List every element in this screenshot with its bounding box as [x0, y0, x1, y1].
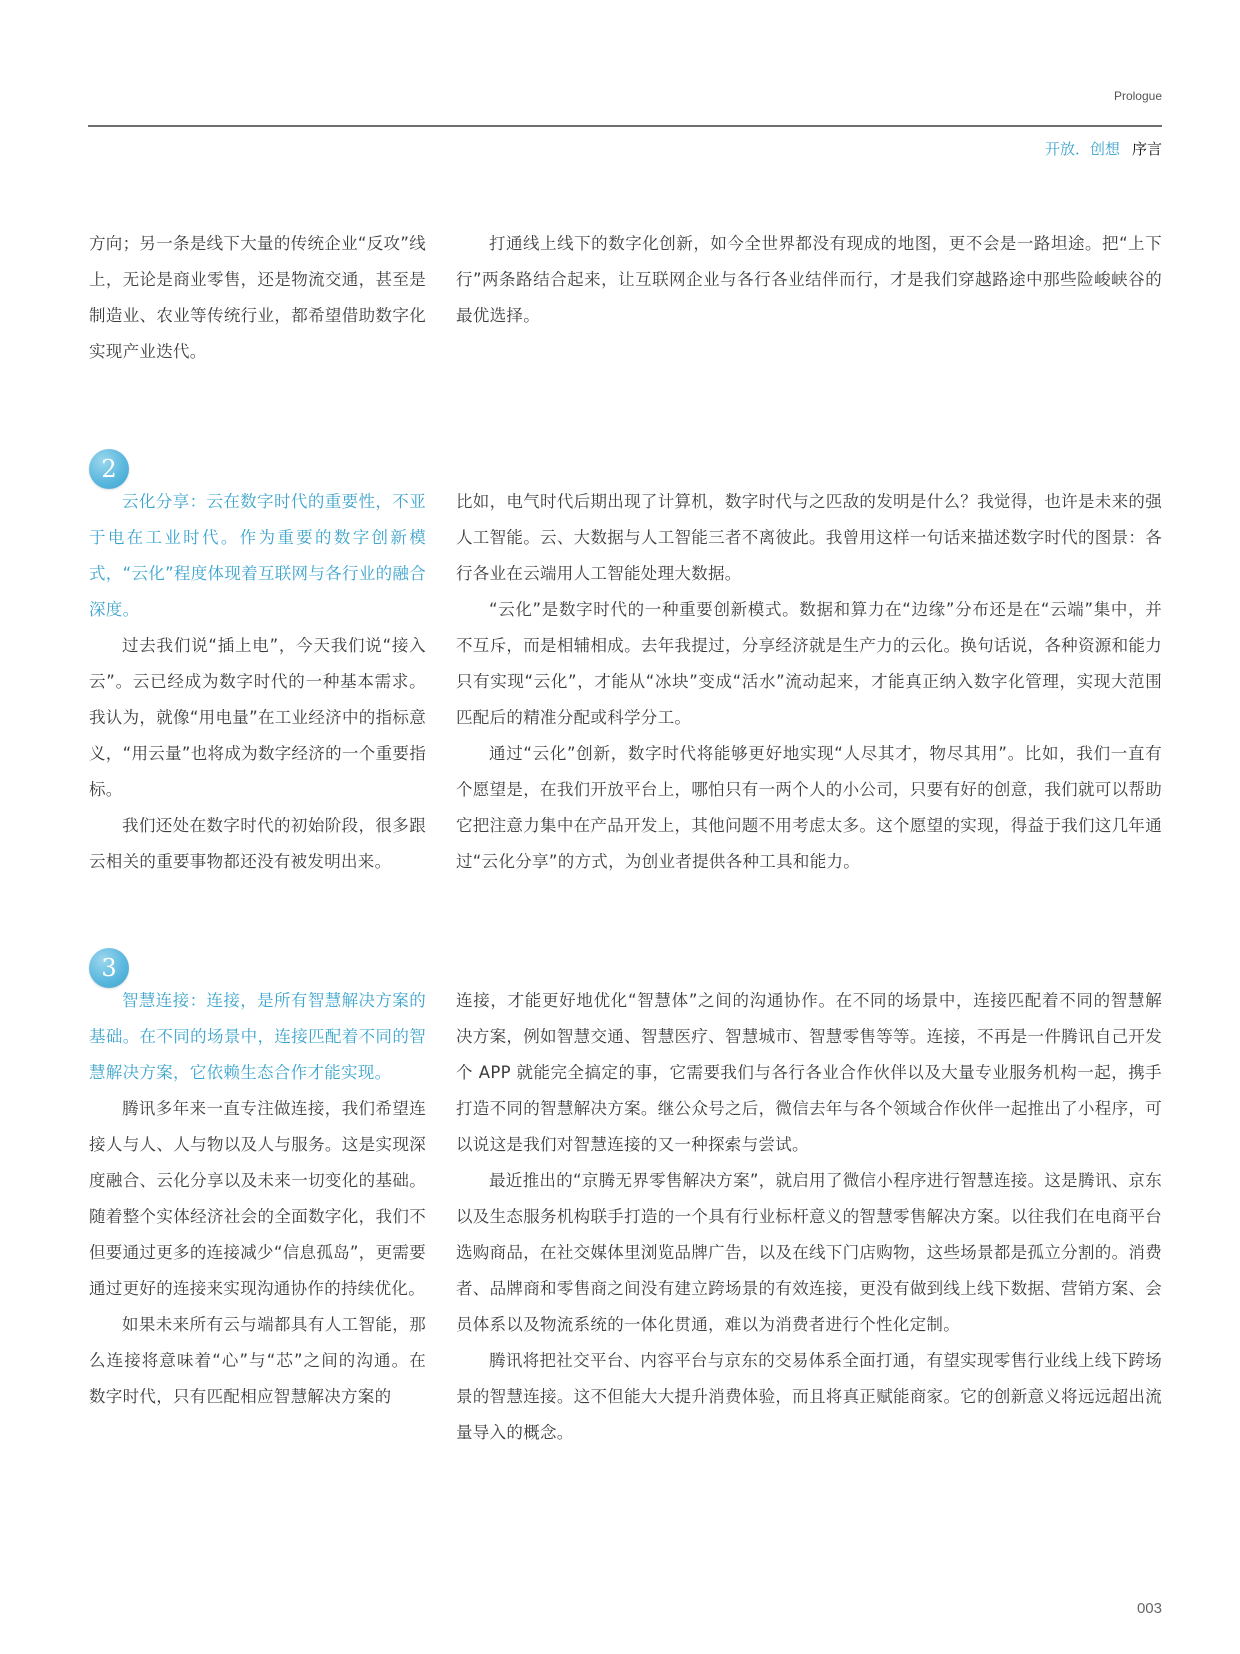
- running-header-subtitle: [900, 138, 1162, 159]
- section-3-lead: 智慧连接：连接，是所有智慧解决方案的基础。在不同的场景中，连接匹配着不同的智慧解决方案，它依赖生态合作才能实现。: [89, 991, 426, 1082]
- section-3-left-paragraph-2: 如果未来所有云与端都具有人工智能，那么连接将意味着“心”与“芯”之间的沟通。在数字时代，只有匹配相应智慧解决方案的: [89, 1315, 426, 1406]
- header-rule: [88, 125, 1162, 127]
- section-3-left-column: [89, 983, 426, 1415]
- section-number-badge: 3: [89, 948, 129, 988]
- section-3-right-paragraph-1: 连接，才能更好地优化“智慧体”之间的沟通协作。在不同的场景中，连接匹配着不同的智慧解决方案，例如智慧交通、智慧医疗、智慧城市、智慧零售等等。连接，不再是一件腾讯自己开发个 APP 就能完全搞定的事，它需要我们与各行各业合作伙伴以及大量专业服务机构一起，携手打造不同的智慧解决方案。继公众号之后，微信去年与各个领域合作伙伴一起推出了小程序，可以说这是我们对智慧连接的又一种探索与尝试。: [456, 991, 1162, 1154]
- page-number: 003: [1136, 1600, 1162, 1617]
- section-2-right-column: [456, 484, 1162, 880]
- top-right-paragraph: 打通线上线下的数字化创新，如今全世界都没有现成的地图，更不会是一路坦途。把“上下行”两条路结合起来，让互联网企业与各行各业结伴而行，才是我们穿越路途中那些险峻峡谷的最优选择。: [456, 234, 1162, 325]
- section-3-right-paragraph-3: 腾讯将把社交平台、内容平台与京东的交易体系全面打通，有望实现零售行业线上线下跨场景的智慧连接。这不但能大大提升消费体验，而且将真正赋能商家。它的创新意义将远远超出流量导入的概念。: [456, 1351, 1162, 1442]
- section-3-right-column: [456, 983, 1162, 1451]
- top-left-paragraph: 方向；另一条是线下大量的传统企业“反攻”线上，无论是商业零售，还是物流交通，甚至是制造业、农业等传统行业，都希望借助数字化实现产业迭代。: [89, 234, 426, 361]
- section-2-right-paragraph-3: 通过“云化”创新，数字时代将能够更好地实现“人尽其才，物尽其用”。比如，我们一直有个愿望是，在我们开放平台上，哪怕只有一两个人的小公司，只要有好的创意，我们就可以帮助它把注意力集中在产品开发上，其他问题不用考虑太多。这个愿望的实现，得益于我们这几年通过“云化分享”的方式，为创业者提供各种工具和能力。: [456, 744, 1162, 871]
- section-number-badge: 2: [89, 449, 129, 489]
- section-2-lead: 云化分享：云在数字时代的重要性，不亚于电在工业时代。作为重要的数字创新模式，“云化”程度体现着互联网与各行业的融合深度。: [89, 492, 426, 619]
- header-subtitle-blue: 开放．创想: [1044, 140, 1120, 158]
- section-2-left-paragraph-2: 我们还处在数字时代的初始阶段，很多跟云相关的重要事物都还没有被发明出来。: [89, 816, 426, 871]
- section-2-right-paragraph-2: “云化”是数字时代的一种重要创新模式。数据和算力在“边缘”分布还是在“云端”集中，并不互斥，而是相辅相成。去年我提过，分享经济就是生产力的云化。换句话说，各种资源和能力只有实现“云化”，才能从“冰块”变成“活水”流动起来，才能真正纳入数字化管理，实现大范围匹配后的精准分配或科学分工。: [456, 600, 1162, 727]
- section-3-right-paragraph-2: 最近推出的“京腾无界零售解决方案”，就启用了微信小程序进行智慧连接。这是腾讯、京东以及生态服务机构联手打造的一个具有行业标杆意义的智慧零售解决方案。以往我们在电商平台选购商品，在社交媒体里浏览品牌广告，以及在线下门店购物，这些场景都是孤立分割的。消费者、品牌商和零售商之间没有建立跨场景的有效连接，更没有做到线上线下数据、营销方案、会员体系以及物流系统的一体化贯通，难以为消费者进行个性化定制。: [456, 1171, 1162, 1334]
- header-subtitle-black: 序言: [1131, 140, 1162, 158]
- section-2-left-paragraph-1: 过去我们说“插上电”，今天我们说“接入云”。云已经成为数字时代的一种基本需求。我认为，就像“用电量”在工业经济中的指标意义，“用云量”也将成为数字经济的一个重要指标。: [89, 636, 426, 799]
- running-header-label: Prologue: [1113, 89, 1162, 103]
- section-2-right-paragraph-1: 比如，电气时代后期出现了计算机，数字时代与之匹敌的发明是什么？我觉得，也许是未来的强人工智能。云、大数据与人工智能三者不离彼此。我曾用这样一句话来描述数字时代的图景：各行各业在云端用人工智能处理大数据。: [456, 492, 1162, 583]
- section-3-left-paragraph-1: 腾讯多年来一直专注做连接，我们希望连接人与人、人与物以及人与服务。这是实现深度融合、云化分享以及未来一切变化的基础。随着整个实体经济社会的全面数字化，我们不但要通过更多的连接减少“信息孤岛”，更需要通过更好的连接来实现沟通协作的持续优化。: [89, 1099, 426, 1298]
- section-2-left-column: [89, 484, 426, 880]
